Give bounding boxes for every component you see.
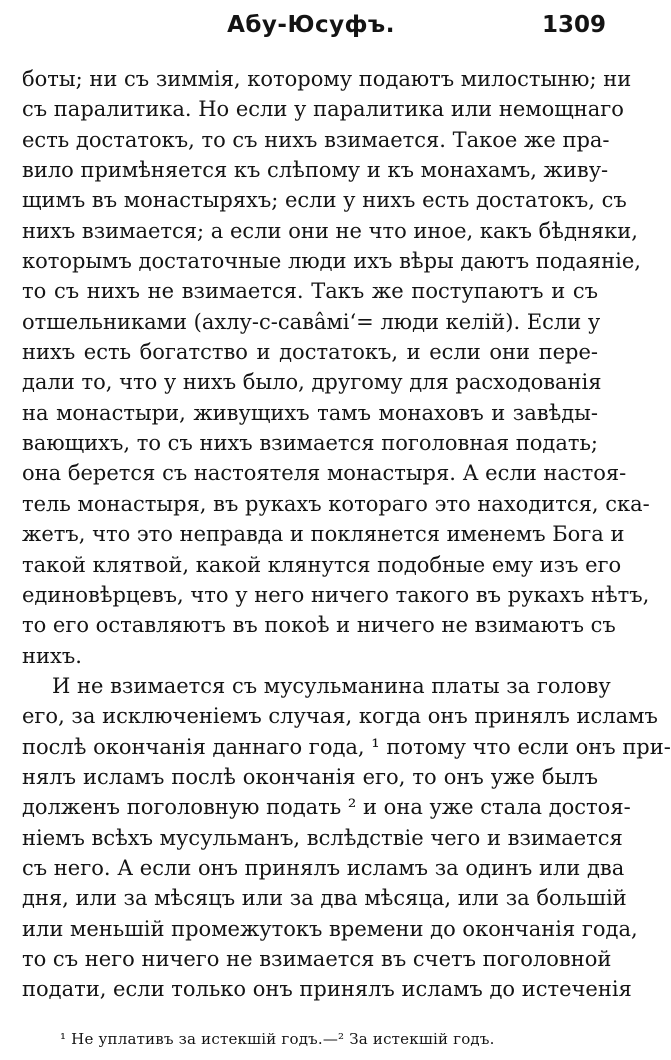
page-header xyxy=(0,8,652,48)
text-line: нялъ исламъ послѣ окончанія его, то онъ уже былъ xyxy=(22,764,598,789)
text-line: на монастыри, живущихъ тамъ монаховъ и завѣды- xyxy=(22,400,598,425)
text-line: жетъ, что это неправда и поклянется именемъ Бога и xyxy=(22,522,625,547)
text-line: съ него. А если онъ принялъ исламъ за одинъ или два xyxy=(22,855,625,880)
paragraph-end-line: нихъ. xyxy=(22,643,82,668)
text-line: или меньшій промежутокъ времени до окончанія года, xyxy=(22,916,638,941)
page-number: 1309 xyxy=(541,12,606,38)
text-line: то его оставляютъ въ покоѣ и ничего не взимаютъ съ xyxy=(22,613,616,638)
text-line: вило примѣняется къ слѣпому и къ монахамъ, живу- xyxy=(22,158,609,183)
text-line: подати, если только онъ принялъ исламъ до истеченія xyxy=(22,977,632,1002)
footnotes: ¹ Не уплативъ за истекшій годъ.—² За истекшій годъ. xyxy=(60,1030,495,1048)
text-line: которымъ достаточные люди ихъ вѣры даютъ подаяніе, xyxy=(22,249,641,274)
text-line: есть достатокъ, то съ нихъ взимается. Такое же пра- xyxy=(22,127,610,152)
paragraph-start-line: И не взимается съ мусульманина платы за голову xyxy=(52,673,611,698)
text-line: то съ нихъ не взимается. Такъ же поступаютъ и съ xyxy=(22,279,598,304)
text-line: то съ него ничего не взимается въ счетъ поголовной xyxy=(22,946,612,971)
text-line: она берется съ настоятеля монастыря. А если настоя- xyxy=(22,461,627,486)
text-line: долженъ поголовную подать ² и она уже стала достоя- xyxy=(22,795,631,820)
text-line: съ паралитика. Но если у паралитика или немощнаго xyxy=(22,97,624,122)
text-line: нихъ есть богатство и достатокъ, и если они пере- xyxy=(22,340,598,365)
body-text xyxy=(22,64,671,1005)
text-line: боты; ни съ зиммія, которому подаютъ милостыню; ни xyxy=(22,67,632,91)
text-line: щимъ въ монастыряхъ; если у нихъ есть достатокъ, съ xyxy=(22,188,627,213)
text-line: дня, или за мѣсяцъ или за два мѣсяца, или за большій xyxy=(22,886,627,911)
text-line: нихъ взимается; а если они не что иное, какъ бѣдняки, xyxy=(22,218,638,243)
text-line: единовѣрцевъ, что у него ничего такого въ рукахъ нѣтъ, xyxy=(22,582,650,607)
text-line: послѣ окончанія даннаго года, ¹ потому что если онъ при- xyxy=(22,734,671,759)
text-line: вающихъ, то съ нихъ взимается поголовная подать; xyxy=(22,431,598,456)
running-title: Абу-Юсуфъ. xyxy=(227,12,395,38)
text-line: ніемъ всѣхъ мусульманъ, вслѣдствіе чего и взимается xyxy=(22,825,623,850)
text-line: такой клятвой, какой клянутся подобные ему изъ его xyxy=(22,552,622,577)
text-line: отшельниками (ахлу-с-савâмі‘= люди келій). Если у xyxy=(22,309,601,334)
text-line: его, за исключеніемъ случая, когда онъ принялъ исламъ xyxy=(22,704,658,729)
text-line: тель монастыря, въ рукахъ котораго это находится, ска- xyxy=(22,491,650,516)
text-line: дали то, что у нихъ было, другому для расходованія xyxy=(22,370,602,395)
